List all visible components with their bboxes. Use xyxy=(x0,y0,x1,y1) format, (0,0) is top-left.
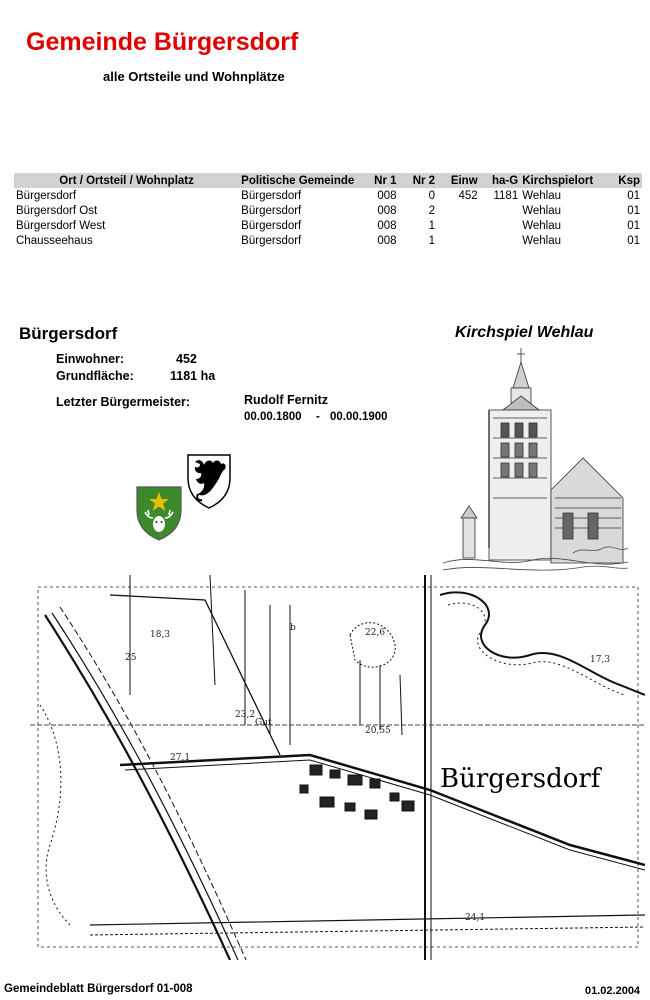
cell-gemeinde: Bürgersdorf xyxy=(241,219,302,232)
map-marker: 23,2 xyxy=(235,710,256,720)
cell-ha xyxy=(480,218,521,233)
cell-ksp: 01 xyxy=(627,189,640,202)
map-marker: 17,3 xyxy=(590,655,611,665)
footer-date: 01.02.2004 xyxy=(585,985,641,997)
cell-nr1: 008 xyxy=(377,189,397,202)
cell-nr1: 008 xyxy=(377,234,397,247)
cell-einw xyxy=(437,233,480,248)
cell-kirchspielort: Wehlau xyxy=(522,234,562,247)
page-title: Gemeinde Bürgersdorf xyxy=(26,28,299,56)
column-header-kirchspielort: Kirchspielort xyxy=(520,173,607,188)
column-header-ha: ha-G xyxy=(480,173,521,188)
page-subtitle: alle Ortsteile und Wohnplätze xyxy=(103,69,285,84)
map-marker: b xyxy=(290,623,296,633)
map-place-label: Bürgersdorf xyxy=(440,764,601,794)
cell-ksp: 01 xyxy=(627,204,640,217)
cell-kirchspielort: Wehlau xyxy=(522,219,562,232)
place-name-heading: Bürgersdorf xyxy=(19,324,118,343)
map-marker: 18,3 xyxy=(150,630,171,640)
cell-gemeinde: Bürgersdorf xyxy=(241,189,302,202)
column-header-nr2: Nr 2 xyxy=(399,173,438,188)
star-and-stag-shield-icon xyxy=(135,484,183,542)
cell-nr2: 2 xyxy=(428,204,436,217)
cell-ha xyxy=(480,233,521,248)
cell-ksp: 01 xyxy=(627,219,640,232)
flaeche-label: Grundfläche: xyxy=(56,369,134,383)
einwohner-value: 452 xyxy=(176,352,197,366)
cell-ha: 1181 xyxy=(493,189,519,202)
cell-ort: Bürgersdorf xyxy=(16,189,77,202)
historic-map xyxy=(30,565,645,960)
cell-ha xyxy=(480,203,521,218)
map-marker: 25 xyxy=(125,653,137,663)
date-separator: - xyxy=(316,411,320,423)
cell-einw: 452 xyxy=(458,189,478,202)
cell-gemeinde: Bürgersdorf xyxy=(241,234,302,247)
map-marker: 27,1 xyxy=(170,753,191,763)
places-table xyxy=(14,173,642,248)
map-marker: Gut xyxy=(255,718,272,728)
table-row xyxy=(14,203,642,218)
date-from: 00.00.1800 xyxy=(244,411,302,423)
column-header-einw: Einw xyxy=(437,173,480,188)
flaeche-value: 1181 ha xyxy=(170,369,216,383)
table-row xyxy=(14,233,642,248)
eagle-wing-shield-icon xyxy=(186,452,232,510)
buergermeister-name: Rudolf Fernitz xyxy=(244,393,329,407)
cell-nr2: 1 xyxy=(428,219,436,232)
cell-einw xyxy=(437,218,480,233)
column-header-ksp: Ksp xyxy=(607,173,642,188)
cell-ort: Bürgersdorf West xyxy=(16,219,106,232)
column-header-ort: Ort / Ortsteil / Wohnplatz xyxy=(14,173,239,188)
buergermeister-label: Letzter Bürgermeister: xyxy=(56,395,191,409)
map-marker: 24,1 xyxy=(465,913,486,923)
cell-kirchspielort: Wehlau xyxy=(522,204,562,217)
cell-einw xyxy=(437,203,480,218)
column-header-gemeinde: Politische Gemeinde xyxy=(239,173,358,188)
kirchspiel-heading: Kirchspiel Wehlau xyxy=(455,324,594,341)
cell-nr1: 008 xyxy=(377,204,397,217)
church-drawing xyxy=(443,348,628,583)
date-to: 00.00.1900 xyxy=(330,411,388,423)
cell-ort: Bürgersdorf Ost xyxy=(16,204,98,217)
cell-ksp: 01 xyxy=(627,234,640,247)
column-header-nr1: Nr 1 xyxy=(358,173,399,188)
einwohner-label: Einwohner: xyxy=(56,352,125,366)
map-marker: 20,55 xyxy=(365,726,391,736)
table-row xyxy=(14,188,642,203)
cell-kirchspielort: Wehlau xyxy=(522,189,562,202)
table-header-row xyxy=(14,173,642,188)
cell-nr2: 0 xyxy=(428,189,436,202)
footer-sheet-id: Gemeindeblatt Bürgersdorf 01-008 xyxy=(4,983,193,995)
cell-nr2: 1 xyxy=(428,234,436,247)
cell-gemeinde: Bürgersdorf xyxy=(241,204,302,217)
table-row xyxy=(14,218,642,233)
cell-nr1: 008 xyxy=(377,219,397,232)
map-marker: 22,6 xyxy=(365,628,386,638)
cell-ort: Chausseehaus xyxy=(16,234,93,247)
